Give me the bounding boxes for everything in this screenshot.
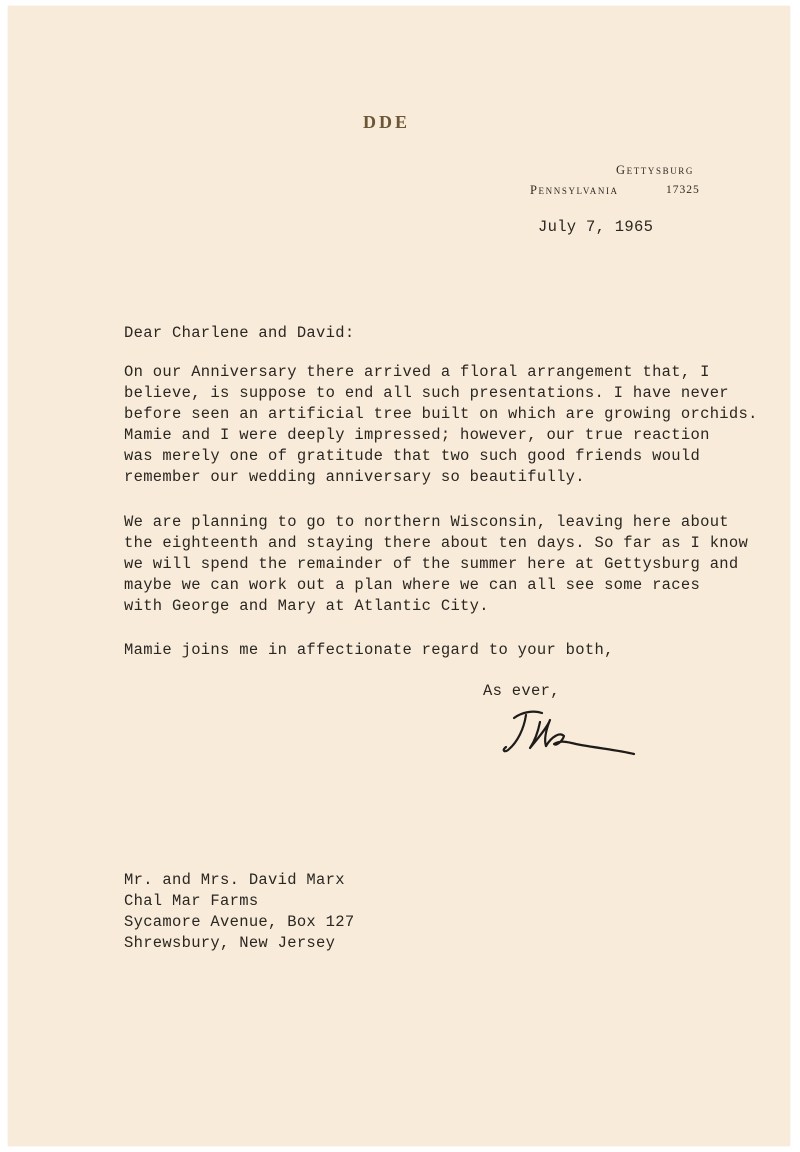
paragraph-line: We are planning to go to northern Wisconsin, leaving here about <box>124 513 729 531</box>
salutation: Dear Charlene and David: <box>124 324 355 342</box>
paragraph-line: Mamie and I were deeply impressed; however, our true reaction <box>124 426 710 444</box>
paragraph-line: believe, is suppose to end all such presentations. I have never <box>124 384 729 402</box>
paragraph-line: Mamie joins me in affectionate regard to your both, <box>124 641 614 659</box>
letterhead-state: Pennsylvania <box>530 183 619 197</box>
body-paragraph-2 <box>124 512 764 617</box>
recipient-address <box>124 870 354 954</box>
letterhead-city: Gettysburg <box>615 163 694 177</box>
paragraph-line: On our Anniversary there arrived a floral arrangement that, I <box>124 363 710 381</box>
paragraph-line: was merely one of gratitude that two such good friends would <box>124 447 701 465</box>
letterhead-zip: 17325 <box>666 184 700 196</box>
address-line: Shrewsbury, New Jersey <box>124 934 336 952</box>
closing: As ever, <box>483 682 560 700</box>
letterhead-monogram: DDE <box>363 112 411 132</box>
body-paragraph-1 <box>124 362 764 488</box>
address-line: Chal Mar Farms <box>124 892 259 910</box>
paragraph-line: we will spend the remainder of the summer here at Gettysburg and <box>124 555 739 573</box>
signature-image <box>500 706 640 766</box>
handwritten-signature <box>500 706 640 771</box>
body-paragraph-3 <box>124 640 764 661</box>
paragraph-line: remember our wedding anniversary so beautifully. <box>124 468 585 486</box>
paragraph-line: before seen an artificial tree built on which are growing orchids. <box>124 405 758 423</box>
paragraph-line: maybe we can work out a plan where we can all see some races <box>124 576 701 594</box>
letter-sheet <box>8 6 790 1146</box>
paragraph-line: the eighteenth and staying there about ten days. So far as I know <box>124 534 749 552</box>
address-line: Sycamore Avenue, Box 127 <box>124 913 355 931</box>
paragraph-line: with George and Mary at Atlantic City. <box>124 597 489 615</box>
address-line: Mr. and Mrs. David Marx <box>124 871 345 889</box>
letter-date: July 7, 1965 <box>538 218 654 236</box>
